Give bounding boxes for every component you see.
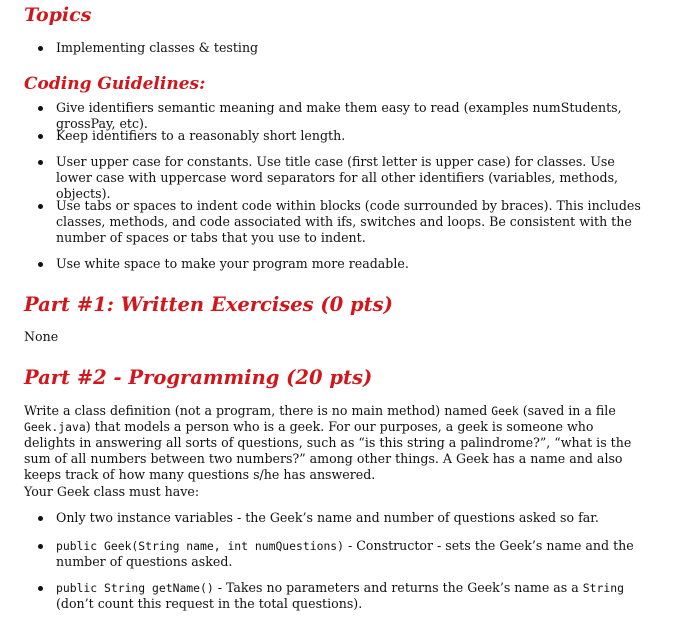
list-item-text: Use white space to make your program more readable. xyxy=(56,256,409,271)
list-item-text xyxy=(56,538,650,570)
bullet-icon xyxy=(38,544,43,549)
list-item-text: Give identifiers semantic meaning and make them easy to read (examples numStudents, grossPay, etc). xyxy=(56,100,622,131)
list-item xyxy=(38,580,650,612)
code-geek: Geek xyxy=(491,404,519,418)
bullet-icon xyxy=(38,262,43,267)
list-item xyxy=(38,128,650,144)
topics-heading: Topics xyxy=(24,4,92,26)
bullet-icon xyxy=(38,106,43,111)
intro-text: Write a class definition (not a program, there is no main method) named xyxy=(24,403,492,418)
list-item xyxy=(38,40,650,56)
item-text: - Constructor - sets the Geek’s name and the number of questions asked. xyxy=(56,538,634,569)
bullet-icon xyxy=(38,160,43,165)
list-item xyxy=(38,538,650,570)
list-item-text: User upper case for constants. Use title case (first letter is upper case) for classes. Use lower case with uppercase word separators for all other identifiers (variables, methods, objects). xyxy=(56,154,619,201)
list-item xyxy=(38,510,650,526)
bullet-icon xyxy=(38,204,43,209)
intro-text: (saved in a file xyxy=(518,403,616,418)
code-getname: public String getName() xyxy=(56,581,214,595)
intro-text: ) that models a person who is a geek. For our purposes, a geek is someone who delights in answering all sorts of questions, such as “is this string a palindrome?”, “what is the sum of all numbers between two numbers?” among other things. A Geek has a name and also keeps track of how many questions s/he has answered. xyxy=(24,419,632,482)
list-item-text: Keep identifiers to a reasonably short length. xyxy=(56,128,346,143)
code-string: String xyxy=(582,581,624,595)
part2-intro xyxy=(24,403,648,483)
part1-body: None xyxy=(24,329,59,344)
list-item xyxy=(38,154,650,202)
list-item-text: Use tabs or spaces to indent code within blocks (code surrounded by braces). This includes classes, methods, and code associated with ifs, switches and loops. Be consistent with the number of spaces or tabs that you use to indent. xyxy=(56,198,641,245)
bullet-icon xyxy=(38,586,43,591)
code-constructor: public Geek(String name, int numQuestions) xyxy=(56,539,345,553)
list-item xyxy=(38,198,650,246)
guidelines-heading: Coding Guidelines: xyxy=(24,74,206,94)
list-item-text xyxy=(56,580,650,612)
item-text: (don’t count this request in the total questions). xyxy=(56,596,363,611)
list-item xyxy=(38,256,650,272)
bullet-icon xyxy=(38,516,43,521)
bullet-icon xyxy=(38,134,43,139)
item-text: - Takes no parameters and returns the Geek’s name as a xyxy=(213,580,583,595)
list-item-text: Only two instance variables - the Geek’s name and number of questions asked so far. xyxy=(56,510,599,525)
must-have-text: Your Geek class must have: xyxy=(24,484,200,499)
code-filename: Geek.java xyxy=(24,420,86,434)
list-item-text: Implementing classes & testing xyxy=(56,40,259,55)
part1-heading: Part #1: Written Exercises (0 pts) xyxy=(24,293,393,316)
bullet-icon xyxy=(38,46,43,51)
part2-heading: Part #2 - Programming (20 pts) xyxy=(24,366,373,389)
